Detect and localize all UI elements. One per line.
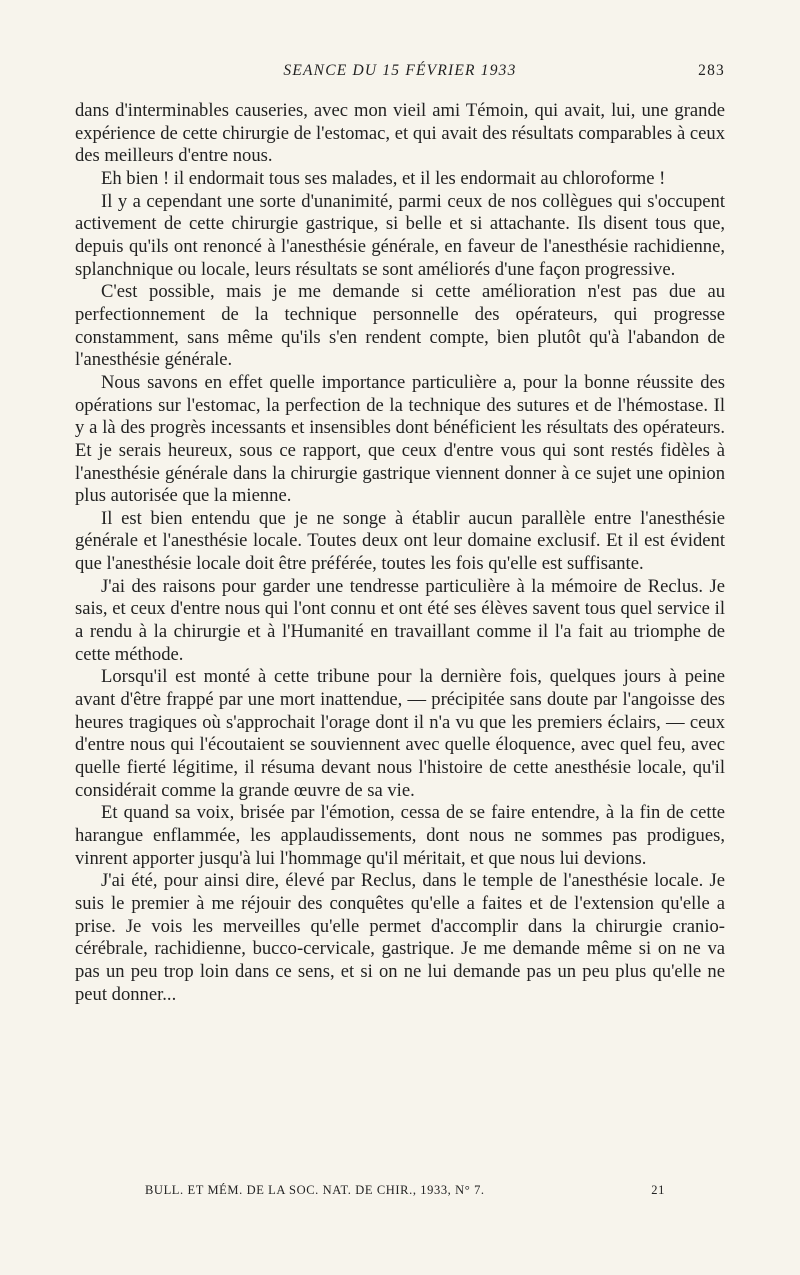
signature-mark: 21 <box>651 1183 665 1197</box>
paragraph: Lorsqu'il est monté à cette tribune pour la dernière fois, quelques jours à peine avant d'être frappé par une mort inattendue, — précipitée sans doute par l'angoisse des heures tragiques où s'approchait l'orage dont il n'a vu que les premiers éclairs, — ceux d'entre nous qui l'écoutaient se souviennent avec quelle éloquence, avec quel feu, avec quelle fierté légitime, il résuma devant nous l'histoire de cette anesthésie locale, qu'il considérait comme la grande œuvre de sa vie. <box>75 666 725 801</box>
paragraph: Et quand sa voix, brisée par l'émotion, cessa de se faire entendre, à la fin de cette harangue enflammée, les applaudissements, dont nous ne sommes pas prodigues, vinrent apporter jusqu'à lui l'hommage qu'il méritait, et que nous lui devions. <box>75 802 725 869</box>
paragraph: Eh bien ! il endormait tous ses malades, et il les endormait au chloroforme ! <box>101 167 666 189</box>
paragraph: Il est bien entendu que je ne songe à établir aucun parallèle entre l'anesthésie générale et l'anesthésie locale. Toutes deux ont leur domaine exclusif. Et il est évident que l'anesthésie locale doit être préférée, toutes les fois qu'elle est suffisante. <box>75 507 725 575</box>
running-title: SEANCE DU 15 FÉVRIER 1933 <box>283 62 517 79</box>
paragraph: J'ai des raisons pour garder une tendresse particulière à la mémoire de Reclus. Je sais, et ceux d'entre nous qui l'ont connu et ont été ses élèves savent tous quel service il a rendu à la chirurgie et à l'Humanité en travaillant comme il l'a fait au triomphe de cette méthode. <box>75 575 725 665</box>
paragraph: dans d'interminables causeries, avec mon vieil ami Témoin, qui avait, lui, une grande expérience de cette chirurgie de l'estomac, et qui avait des résultats comparables à ceux des meilleurs d'entre nous. <box>75 100 725 167</box>
footer-citation: BULL. ET MÉM. DE LA SOC. NAT. DE CHIR., 1933, N° 7. <box>145 1183 485 1197</box>
running-head <box>75 62 725 82</box>
paragraph: Il y a cependant une sorte d'unanimité, parmi ceux de nos collègues qui s'occupent activement de cette chirurgie gastrique, si belle et si attachante. Ils disent tous que, depuis qu'ils ont renoncé à l'anesthésie générale, en faveur de l'anesthésie rachidienne, splanchnique ou locale, leurs résultats se sont améliorés d'une façon progressive. <box>75 190 725 280</box>
paragraph: J'ai été, pour ainsi dire, élevé par Reclus, dans le temple de l'anesthésie locale. Je suis le premier à me réjouir des conquêtes qu'elle a faites et de l'extension qu'elle a prise. Je vois les merveilles qu'elle permet d'accomplir dans la chirurgie cranio-cérébrale, rachidienne, bucco-cervicale, gastrique. Je me demande même si on ne va pas un peu trop loin dans ce sens, et si on ne lui demande pas un peu plus qu'elle ne peut donner... <box>75 870 725 1005</box>
body-text <box>75 100 725 1006</box>
footer <box>145 1183 665 1203</box>
page-number: 283 <box>698 62 725 79</box>
paragraph: C'est possible, mais je me demande si cette amélioration n'est pas due au perfectionnement de la technique personnelle des opérateurs, qui progresse constamment, sans même qu'ils s'en rendent compte, bien plutôt qu'à l'abandon de l'anesthésie générale. <box>75 281 725 371</box>
paragraph: Nous savons en effet quelle importance particulière a, pour la bonne réussite des opérations sur l'estomac, la perfection de la technique des sutures et de l'hémostase. Il y a là des progrès incessants et insensibles dont bénéficient les résultats des opérateurs. Et je serais heureux, sous ce rapport, que ceux d'entre vous qui sont restés fidèles à l'anesthésie générale dans la chirurgie gastrique viennent donner à ce sujet une opinion plus autorisée que la mienne. <box>75 371 725 507</box>
